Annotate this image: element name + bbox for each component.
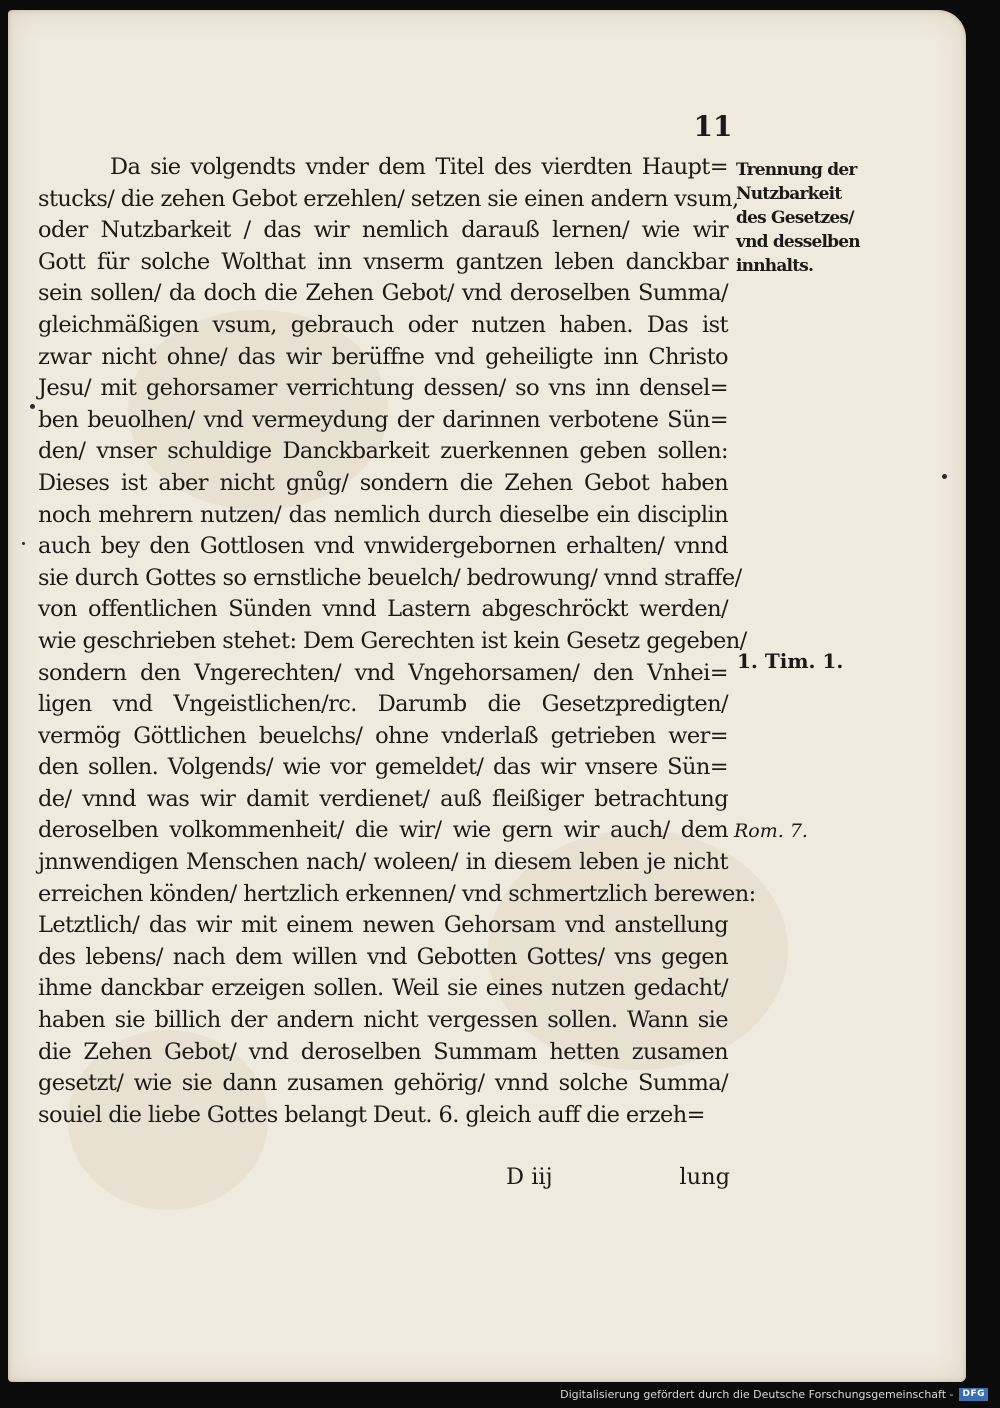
text-line: oder Nutzbarkeit / das wir nemlich darauß lernen/ wie wir [38,217,728,244]
text-line: haben sie billich der andern nicht vergessen sollen. Wann sie [38,1007,728,1034]
body-text [38,152,756,1131]
text-line: auch bey den Gottlosen vnd vnwidergebornen erhalten/ vnnd [38,533,728,560]
text-line: vermög Göttlichen beuelchs/ ohne vnderlaß getrieben wer= [38,722,728,749]
text-line: sie durch Gottes so ernstliche beuelch/ bedrowung/ vnnd straffe/ [38,564,742,591]
ink-speck [22,542,25,545]
text-line: des lebens/ nach dem willen vnd Gebotten Gottes/ vns gegen [38,943,728,970]
catchword: lung [679,1164,730,1190]
text-line: erreichen könden/ hertzlich erkennen/ vnd schmertzlich berewen: [38,880,756,907]
footer-text: Digitalisierung gefördert durch die Deutsche Forschungsgemeinschaft - [560,1388,954,1401]
signature-mark: D iij [506,1164,553,1190]
digitization-footer [560,1388,988,1401]
margin-note-line: vnd desselben [736,232,860,252]
text-line: sein sollen/ da doch die Zehen Gebot/ vnd deroselben Summa/ [38,280,728,307]
text-line: die Zehen Gebot/ vnd deroselben Summam hetten zusamen [38,1038,728,1065]
text-line: Jesu/ mit gehorsamer verrichtung dessen/ so vns inn densel= [38,375,728,402]
text-line: Dieses ist aber nicht gnůg/ sondern die Zehen Gebot haben [38,469,728,496]
text-line: Da sie volgendts vnder dem Titel des vierdten Haupt= [110,154,728,180]
text-line: ihme danckbar erzeigen sollen. Weil sie eines nutzen gedacht/ [38,975,728,1002]
text-line: von offentlichen Sünden vnnd Lastern abgeschröckt werden/ [38,596,728,623]
text-line: wie geschrieben stehet: Dem Gerechten ist kein Gesetz gegeben/ [38,627,747,654]
text-line: Letztlich/ das wir mit einem newen Gehorsam vnd anstellung [38,912,728,939]
dfg-logo: DFG [959,1388,988,1401]
text-line: Gott für solche Wolthat inn vnserm gantzen leben danckbar [38,248,728,275]
text-line: jnnwendigen Menschen nach/ woleen/ in diesem leben je nicht [38,849,728,876]
text-line: de/ vnnd was wir damit verdienet/ auß fleißiger betrachtung [38,785,728,812]
margin-note-line: Nutzbarkeit [736,184,842,204]
text-line: ben beuolhen/ vnd vermeydung der darinnen verbotene Sün= [38,406,728,433]
text-line: den sollen. Volgends/ wie vor gemeldet/ das wir vnsere Sün= [38,754,728,781]
text-line: zwar nicht ohne/ das wir berüffne vnd geheiligte inn Christo [38,343,728,370]
text-line: stucks/ die zehen Gebot erzehlen/ setzen sie einen andern vsum, [38,185,739,212]
text-line: souiel die liebe Gottes belangt Deut. 6. gleich auff die erzeh= [38,1101,705,1128]
signature-line [500,1160,732,1196]
ink-speck [30,404,35,409]
text-line: noch mehrern nutzen/ das nemlich durch dieselbe ein disciplin [38,501,728,528]
text-line: gesetzt/ wie sie dann zusamen gehörig/ vnnd solche Summa/ [38,1070,728,1097]
text-line: gleichmäßigen vsum, gebrauch oder nutzen haben. Das ist [38,311,728,338]
margin-note-timothy: 1. Tim. 1. [737,649,844,673]
margin-note-nutzbarkeit [736,158,860,278]
margin-note-line: innhalts. [736,256,814,276]
margin-note-romans: Rom. 7. [734,820,808,842]
text-line: den/ vnser schuldige Danckbarkeit zuerkennen geben sollen: [38,438,728,465]
margin-note-line: Trennung der [736,160,857,180]
text-line: deroselben volkommenheit/ die wir/ wie gern wir auch/ dem [38,817,728,844]
page-number: 11 [693,110,733,143]
margin-note-line: des Gesetzes/ [736,208,854,228]
text-line: ligen vnd Vngeistlichen/rc. Darumb die Gesetzpredigten/ [38,691,728,718]
ink-speck [942,474,947,479]
text-line: sondern den Vngerechten/ vnd Vngehorsamen/ den Vnhei= [38,659,728,686]
